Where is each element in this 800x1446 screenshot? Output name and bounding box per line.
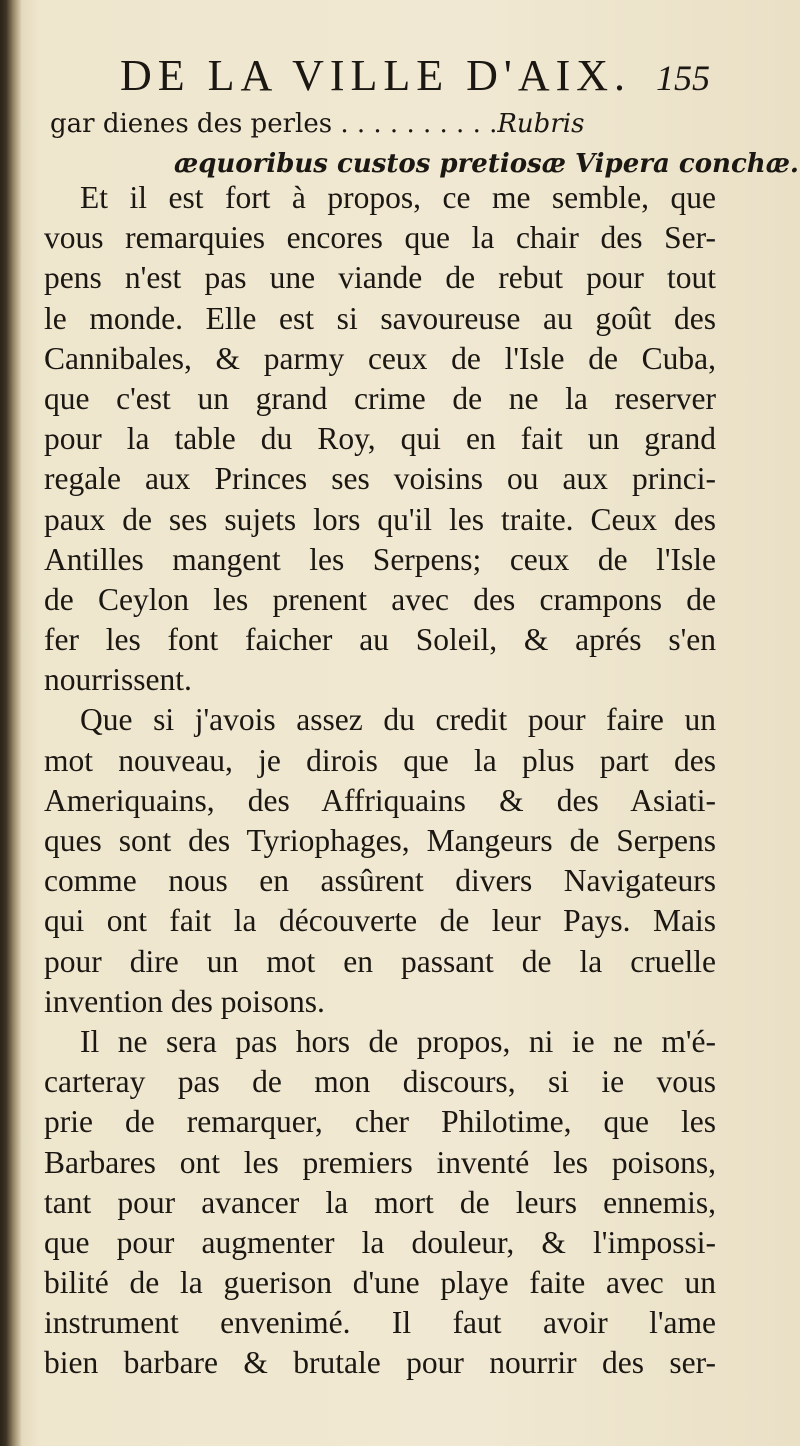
- quotation-latin-start: Rubris: [497, 109, 585, 139]
- text-line: bilité de la guerison d'une playe faite avec un: [44, 1265, 716, 1301]
- text-line: instrument envenimé. Il faut avoir l'ame: [44, 1305, 716, 1341]
- text-line: pour la table du Roy, qui en fait un grand: [44, 421, 716, 457]
- page-header: [120, 50, 710, 100]
- quotation-line-1: [50, 104, 710, 144]
- text-line: Antilles mangent les Serpens; ceux de l'Isle: [44, 541, 716, 577]
- text-line: tant pour avancer la mort de leurs ennemis,: [44, 1184, 716, 1220]
- text-line: Cannibales, & parmy ceux de l'Isle de Cuba,: [44, 340, 716, 376]
- text-line: Et il est fort à propos, ce me semble, que: [80, 180, 716, 215]
- text-line: prie de remarquer, cher Philotime, que les: [44, 1104, 716, 1140]
- text-line: paux de ses sujets lors qu'il les traite. Ceux des: [44, 501, 716, 537]
- text-line: fer les font faicher au Soleil, & aprés s'en: [44, 622, 716, 658]
- text-line: Il ne sera pas hors de propos, ni ie ne m'é-: [80, 1023, 716, 1059]
- page-number: 155: [656, 58, 710, 98]
- text-line: regale aux Princes ses voisins ou aux princi-: [44, 461, 716, 497]
- text-line: vous remarquies encores que la chair des Ser-: [44, 220, 716, 256]
- text-line: invention des poisons.: [44, 983, 325, 1019]
- text-line: de Ceylon les prenent avec des crampons de: [44, 581, 716, 617]
- text-line: Ameriquains, des Affriquains & des Asiati-: [44, 782, 716, 818]
- running-head: DE LA VILLE D'AIX.: [120, 51, 632, 100]
- text-line: bien barbare & brutale pour nourrir des ser-: [44, 1345, 716, 1381]
- text-line: Que si j'avois assez du credit pour faire un: [80, 702, 716, 738]
- quotation-french: gar dienes des perles . . . . . . . . . .: [50, 109, 498, 139]
- text-line: que c'est un grand crime de ne la reserver: [44, 380, 716, 416]
- text-line: pour dire un mot en passant de la cruelle: [44, 943, 716, 979]
- text-line: ques sont des Tyriophages, Mangeurs de Serpens: [44, 823, 716, 858]
- text-line: mot nouveau, je dirois que la plus part des: [44, 742, 716, 778]
- text-line: comme nous en assûrent divers Navigateurs: [44, 863, 716, 899]
- text-line: carteray pas de mon discours, si ie vous: [44, 1064, 716, 1100]
- text-line: pens n'est pas une viande de rebut pour tout: [44, 260, 716, 296]
- body-text: [44, 178, 716, 1384]
- latin-quotation: [50, 104, 799, 184]
- text-line: le monde. Elle est si savoureuse au goût des: [44, 300, 716, 336]
- book-gutter: [0, 0, 22, 1446]
- text-line: qui ont fait la découverte de leur Pays. Mais: [44, 903, 716, 939]
- text-line: nourrissent.: [44, 662, 192, 698]
- text-line: Barbares ont les premiers inventé les poisons,: [44, 1144, 716, 1180]
- quotation-line-2: æquoribus custos pretiosæ Vipera conchæ.: [174, 149, 799, 179]
- text-line: que pour augmenter la douleur, & l'impossi-: [44, 1224, 716, 1260]
